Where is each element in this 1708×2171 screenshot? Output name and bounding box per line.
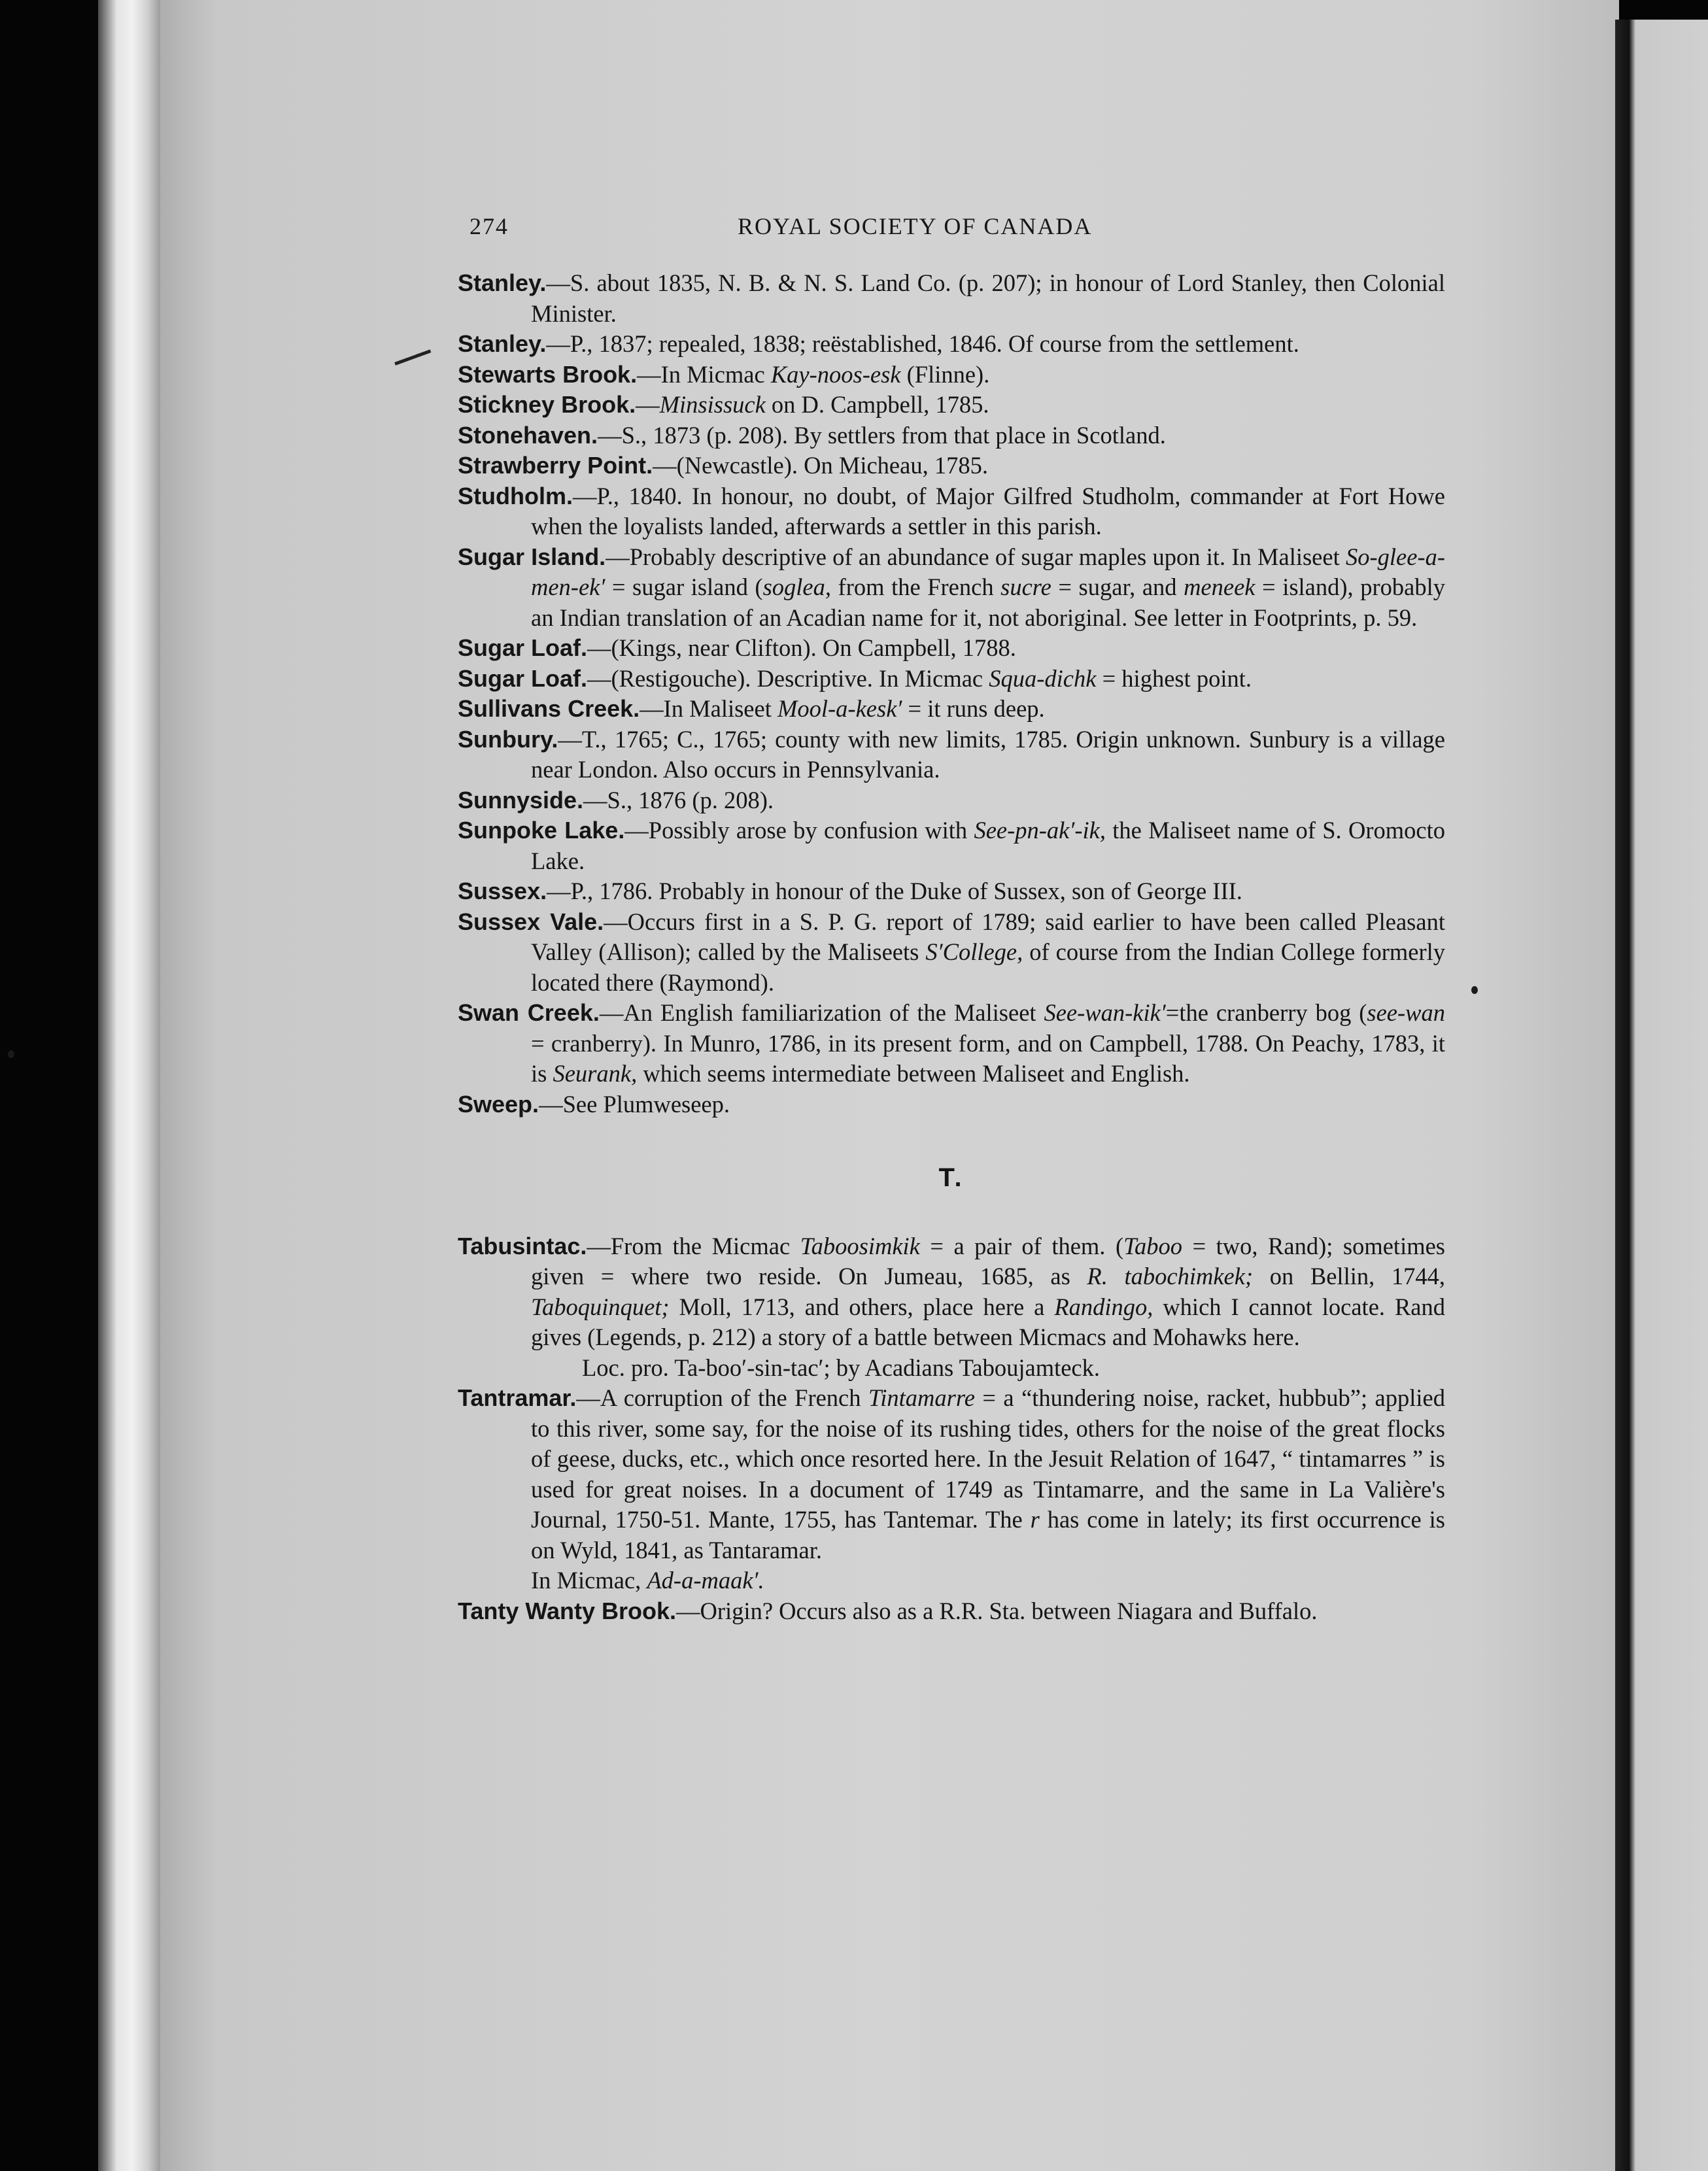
- native-name: So-glee-a-men-ek′: [531, 543, 1446, 600]
- entry-text: —S., 1873 (p. 208). By settlers from that place in Scotland.: [598, 421, 1166, 449]
- entry-text: =the cranberry bog (: [1165, 999, 1367, 1026]
- native-name: Mool-a-kesk′: [777, 695, 902, 722]
- entry-text: —An English familiarization of the Maliseet: [599, 999, 1044, 1026]
- headword: Sussex Vale.: [458, 908, 604, 935]
- entry-text: —(Newcastle). On Micheau, 1785.: [653, 452, 988, 479]
- entry-text: has come in lately; its first occurrence is on Wyld, 1841, as Tantaramar.: [531, 1506, 1445, 1564]
- gazetteer-entries: [458, 268, 1445, 1626]
- native-name: meneek: [1184, 573, 1255, 600]
- entry-text: —S. about 1835, N. B. & N. S. Land Co. (p. 207); in honour of Lord Stanley, then Colonial Minister.: [531, 269, 1445, 327]
- entry-strawberry-point: [458, 451, 1445, 481]
- headword: Sussex.: [458, 878, 547, 904]
- map-name: Taboquinquet;: [531, 1293, 670, 1320]
- entry-text: the Maliseet name of S. Oromocto Lake.: [531, 817, 1445, 874]
- entry-sullivans-creek: [458, 694, 1445, 725]
- adjacent-page-strip: [1615, 20, 1708, 2171]
- french-name: Tintamarre: [868, 1384, 975, 1411]
- entry-text: —S., 1876 (p. 208).: [583, 786, 774, 813]
- entry-text: = a “thundering noise, racket, hubbub”; applied to this river, some say, for the noise of its rushing tides, others for the noise of the great flocks of geese, ducks, etc., which once resorted here. In the Jesuit Relation of 1647, “ tintamarres ” is used for great noises. In a document of 1749 as Tintamarre, and the same in La Valière's Journal, 1750-51. Mante, 1755, has Tantemar. The: [531, 1384, 1445, 1533]
- entry-text: —T., 1765; C., 1765; county with new limits, 1785. Origin unknown. Sunbury is a village near London. Also occurs in Pennsylvania.: [531, 725, 1445, 783]
- headword: Tantramar.: [458, 1384, 577, 1411]
- entry-text: —(Kings, near Clifton). On Campbell, 1788.: [587, 634, 1016, 661]
- entry-text: on D. Campbell, 1785.: [765, 391, 989, 418]
- headword: Stanley.: [458, 330, 547, 357]
- entry-text: —P., 1840. In honour, no doubt, of Major Gilfred Studholm, commander at Fort Howe when the loyalists landed, afterwards a settler in this parish.: [531, 482, 1445, 539]
- entry-text: —Possibly arose by confusion with: [624, 817, 974, 844]
- entry-text: —A corruption of the French: [576, 1384, 868, 1411]
- entry-text: Moll, 1713, and others, place here a: [669, 1293, 1055, 1320]
- section-heading-t: T.: [938, 1163, 965, 1192]
- headword: Sunbury.: [458, 725, 558, 753]
- running-header: [470, 213, 1447, 252]
- ink-speck: [1471, 986, 1478, 994]
- native-name: Squa-dichk: [989, 664, 1097, 692]
- native-name: sucre: [1000, 573, 1051, 600]
- ink-speck: [8, 1050, 14, 1058]
- micmac-name-note: [458, 1565, 1445, 1596]
- entry-text: of course from the Indian College formerly located there (Raymond).: [531, 938, 1445, 996]
- native-name: Taboosimkik: [800, 1232, 920, 1259]
- headword: Sugar Island.: [458, 543, 606, 570]
- native-name: soglea,: [762, 573, 831, 600]
- letter-r: r: [1030, 1506, 1040, 1533]
- native-name: See-pn-ak′-ik,: [974, 817, 1106, 844]
- entry-text: = a pair of them. (: [919, 1232, 1124, 1259]
- native-name: Seurank,: [553, 1060, 638, 1087]
- headword: Stanley.: [458, 269, 547, 296]
- entry-text: —P., 1786. Probably in honour of the Duke of Sussex, son of George III.: [547, 878, 1242, 904]
- headword: Sullivans Creek.: [458, 695, 640, 722]
- entry-stewarts-brook: [458, 360, 1445, 390]
- entry-text: = two, Rand); sometimes given = where two reside. On Jumeau, 1685, as: [531, 1232, 1446, 1290]
- entry-stanley-parish: [458, 329, 1445, 360]
- entry-text: (Flinne).: [900, 360, 990, 388]
- headword: Swan Creek.: [458, 999, 600, 1026]
- headword: Sweep.: [458, 1090, 539, 1118]
- entry-stonehaven: [458, 420, 1445, 451]
- headword: Strawberry Point.: [458, 452, 653, 479]
- native-name: Taboo: [1123, 1232, 1183, 1259]
- map-name: Randingo,: [1054, 1293, 1153, 1320]
- entry-text: = sugar island (: [605, 573, 763, 600]
- entry-tabusintac: [458, 1231, 1445, 1353]
- entry-studholm: [458, 481, 1445, 542]
- native-name: Minsissuck: [659, 391, 766, 418]
- entry-text: = highest point.: [1096, 664, 1252, 692]
- pronunciation-note: Loc. pro. Ta-boo′-sin-tac′; by Acadians Taboujamteck.: [582, 1354, 1101, 1381]
- entry-tanty-wanty-brook: [458, 1596, 1445, 1627]
- native-name: Ad-a-maak′.: [647, 1567, 764, 1594]
- native-name: see-wan: [1367, 999, 1445, 1026]
- entry-swan-creek: [458, 998, 1445, 1089]
- entry-text: = island), probably an Indian translation of an Acadian name for it, not aboriginal. See letter in Footprints, p. 59.: [531, 573, 1445, 631]
- entry-text: —See Plumweseep.: [539, 1090, 730, 1118]
- entry-sussex: [458, 876, 1445, 907]
- entry-text: = cranberry). In Munro, 1786, in its present form, and on Campbell, 1788. On Peachy, 1783, it is: [531, 1029, 1445, 1087]
- entry-text: —In Micmac: [637, 360, 771, 388]
- headword: Sunpoke Lake.: [458, 817, 625, 844]
- entry-text: —(Restigouche). Descriptive. In Micmac: [587, 664, 989, 692]
- page-fore-edge: [98, 0, 160, 2171]
- entry-stickney-brook: [458, 390, 1445, 420]
- entry-text: on Bellin, 1744,: [1253, 1263, 1445, 1290]
- headword: Sugar Loaf.: [458, 634, 588, 661]
- entry-text: In Micmac,: [531, 1567, 647, 1594]
- entry-text: —Origin? Occurs also as a R.R. Sta. between Niagara and Buffalo.: [676, 1597, 1318, 1624]
- entry-sunbury: [458, 725, 1445, 785]
- headword: Stickney Brook.: [458, 391, 636, 418]
- entry-text: which I cannot locate. Rand gives (Legends, p. 212) a story of a battle between Micmacs and Mohawks here.: [531, 1293, 1446, 1350]
- entry-tantramar: [458, 1383, 1445, 1565]
- headword: Stonehaven.: [458, 421, 598, 449]
- running-title: ROYAL SOCIETY OF CANADA: [738, 213, 1093, 239]
- entry-stanley-settlement: [458, 268, 1445, 329]
- entry-text: —In Maliseet: [640, 695, 777, 722]
- entry-sugar-island: [458, 542, 1445, 634]
- headword: Tabusintac.: [458, 1232, 587, 1259]
- entry-sussex-vale: [458, 907, 1445, 999]
- native-name: See-wan-kik′: [1044, 999, 1166, 1026]
- entry-sunpoke-lake: [458, 815, 1445, 876]
- headword: Sunnyside.: [458, 786, 584, 813]
- entry-sugar-loaf-restigouche: [458, 664, 1445, 694]
- map-name: R. tabochimkek;: [1087, 1263, 1254, 1290]
- headword: Sugar Loaf.: [458, 664, 588, 692]
- entry-text: from the French: [831, 573, 1001, 600]
- native-name: Kay-noos-esk: [770, 360, 901, 388]
- entry-text: —Probably descriptive of an abundance of sugar maples upon it. In Maliseet: [606, 543, 1346, 570]
- entry-text: —Occurs first in a S. P. G. report of 1789; said earlier to have been called Pleasant Valley (Allison); called by the Maliseets: [531, 908, 1445, 965]
- entry-text: —P., 1837; repealed, 1838; reëstablished, 1846. Of course from the settlement.: [546, 330, 1299, 357]
- entry-text: —: [636, 391, 660, 418]
- entry-sweep: [458, 1089, 1445, 1120]
- entry-text: —From the Micmac: [587, 1232, 800, 1259]
- headword: Studholm.: [458, 482, 573, 509]
- entry-text: = it runs deep.: [902, 695, 1045, 722]
- entry-sunnyside: [458, 785, 1445, 816]
- entry-text: = sugar, and: [1051, 573, 1184, 600]
- headword: Tanty Wanty Brook.: [458, 1597, 677, 1624]
- entry-text: which seems intermediate between Maliseet and English.: [637, 1060, 1190, 1087]
- native-name: S′College,: [925, 938, 1023, 965]
- page-number: 274: [470, 213, 509, 239]
- headword: Stewarts Brook.: [458, 360, 638, 388]
- entry-sugar-loaf-kings: [458, 633, 1445, 664]
